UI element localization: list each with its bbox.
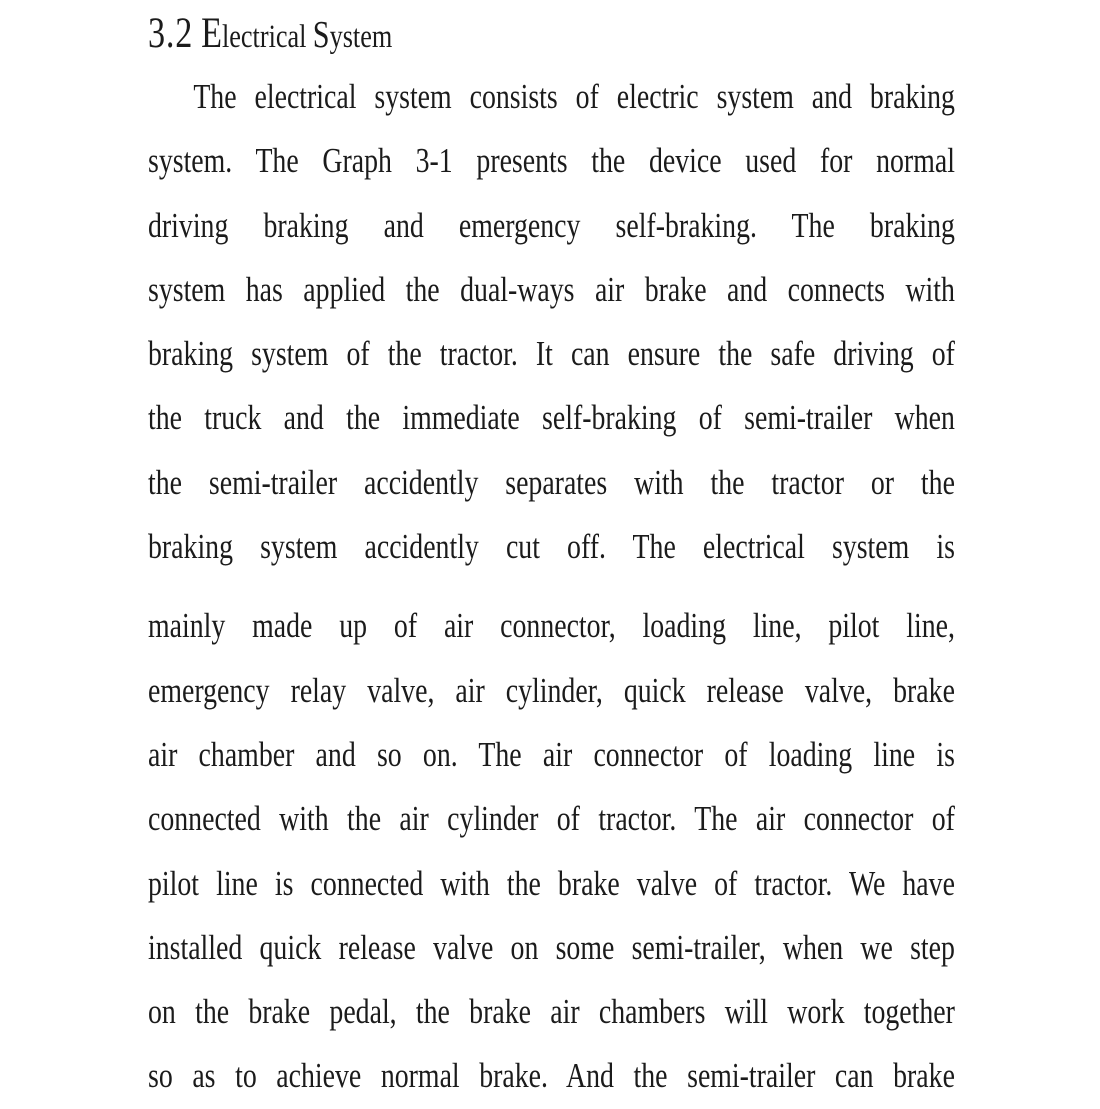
text-line: mainly made up of air connector, loading line, pilot line,: [148, 606, 955, 646]
body-text: [148, 65, 955, 1109]
text-line: on the brake pedal, the brake air chambers will work together: [148, 992, 955, 1032]
section-heading: [148, 12, 955, 59]
text-line: connected with the air cylinder of tractor. The air connector of: [148, 799, 955, 839]
text-line: system. The Graph 3-1 presents the device used for normal: [148, 141, 955, 181]
page-content: [148, 12, 955, 1109]
heading-title-word2: ystem: [329, 19, 393, 55]
text-line: The electrical system consists of electric system and braking: [193, 77, 955, 116]
text-line: so as to achieve normal brake. And the semi-trailer can brake: [148, 1056, 955, 1096]
text-line: emergency relay valve, air cylinder, quick release valve, brake: [148, 670, 955, 710]
heading-title-second-cap: S: [312, 14, 330, 56]
text-line: air chamber and so on. The air connector of loading line is: [148, 734, 955, 774]
heading-title-word1: lectrical: [221, 19, 307, 55]
section-number: 3.2: [148, 10, 194, 57]
text-line: installed quick release valve on some semi-trailer, when we step: [148, 927, 955, 967]
text-line: braking system accidently cut off. The electrical system is: [148, 527, 955, 567]
text-line: system has applied the dual-ways air brake and connects with: [148, 269, 955, 309]
text-line: pilot line is connected with the brake valve of tractor. We have: [148, 863, 955, 903]
text-line: braking system of the tractor. It can ensure the safe driving of: [148, 334, 955, 374]
heading-title-initial-cap: E: [201, 10, 222, 57]
text-line: the truck and the immediate self-braking of semi-trailer when: [148, 398, 955, 438]
text-line: the semi-trailer accidently separates with the tractor or the: [148, 462, 955, 502]
text-line: driving braking and emergency self-braking. The braking: [148, 205, 955, 245]
